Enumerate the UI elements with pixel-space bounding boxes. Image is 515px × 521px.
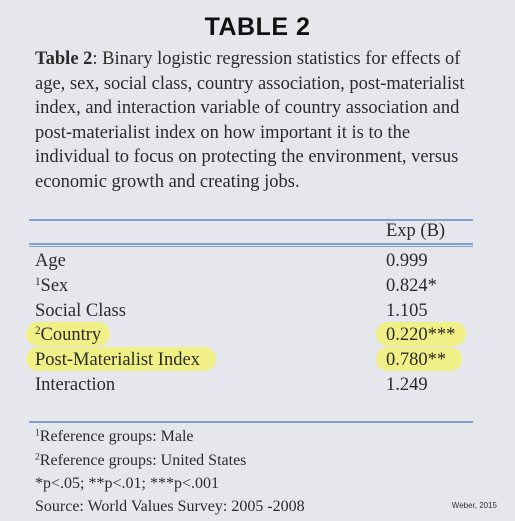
header-rule bbox=[29, 243, 473, 245]
bottom-rule bbox=[29, 421, 473, 423]
caption-text: : Binary logistic regression statistics for effects of age, sex, social class, country association, post-materialist index, and interaction variable of country association and post-materialist index on how important it is to the individual to focus on protecting the environment, versus economic growth and creating jobs. bbox=[35, 49, 465, 192]
row-value-sex: 0.824* bbox=[386, 276, 437, 296]
row-value-social-class: 1.105 bbox=[386, 301, 428, 321]
note-reference-us: $^2$Reference groups: United States bbox=[35, 451, 247, 469]
row-label-social-class: Social Class bbox=[35, 301, 126, 321]
row-label-age: Age bbox=[35, 251, 66, 271]
note-source: Source: World Values Survey: 2005 -2008 bbox=[35, 498, 305, 515]
row-value-interaction: 1.249 bbox=[386, 375, 428, 395]
table-caption bbox=[35, 47, 475, 194]
table-heading: TABLE 2 bbox=[204, 13, 311, 41]
note-reference-male: $^1$Reference groups: Male bbox=[35, 427, 194, 445]
footnote-mark: 2 bbox=[35, 324, 41, 337]
caption-label: Table 2 bbox=[35, 49, 93, 69]
row-value-age: 0.999 bbox=[386, 251, 428, 271]
footnote-mark: 1 bbox=[35, 275, 41, 288]
row-label-country: $^2$Country bbox=[35, 324, 102, 345]
row-label-interaction: Interaction bbox=[35, 375, 116, 395]
row-label-sex: $^1$Sex bbox=[35, 275, 69, 296]
note-significance: *p<.05; **p<.01; ***p<.001 bbox=[35, 475, 219, 492]
credit-text: Weber, 2015 bbox=[451, 501, 497, 510]
row-value-post-materialist-index: 0.780** bbox=[386, 350, 447, 370]
row-value-country: 0.220*** bbox=[386, 325, 456, 345]
header-rule-thin bbox=[29, 246, 473, 247]
row-label-post-materialist-index: Post-Materialist Index bbox=[35, 350, 200, 370]
column-header-exp-b: Exp (B) bbox=[386, 221, 446, 241]
